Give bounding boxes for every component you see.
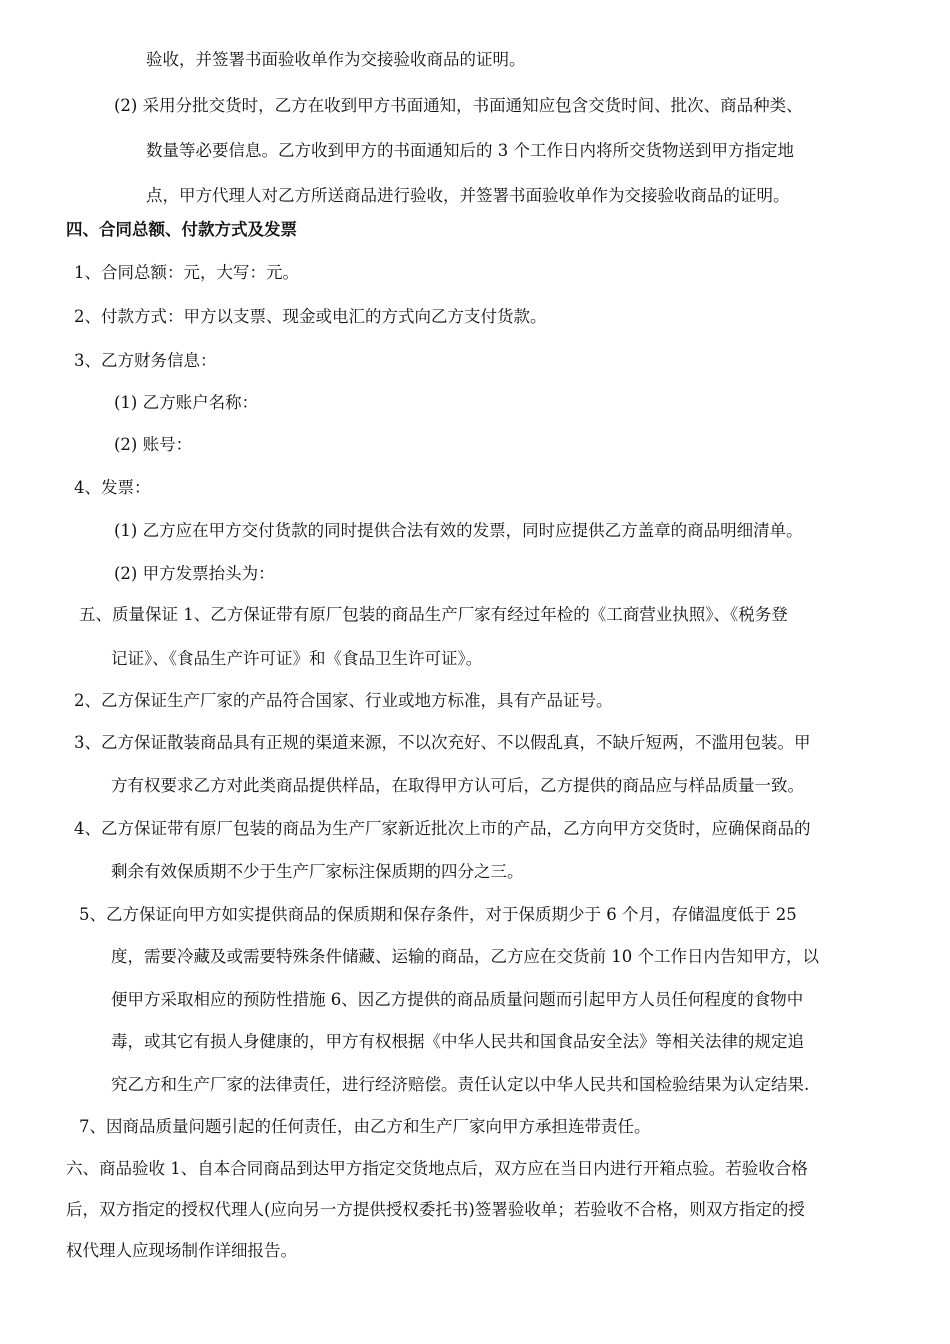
section-heading: 四、合同总额、付款方式及发票 [66,220,297,239]
paragraph-line: 毒，或其它有损人身健康的，甲方有权根据《中华人民共和国食品安全法》等相关法律的规定追 [111,1032,804,1051]
paragraph-line: 3、乙方财务信息： [74,351,217,370]
paragraph-line: (2) 采用分批交货时，乙方在收到甲方书面通知，书面通知应包含交货时间、批次、商品种类、 [114,96,803,115]
paragraph-line: 记证》、《食品生产许可证》和《食品卫生许可证》。 [111,649,483,668]
paragraph-line: 4、发票： [74,478,151,497]
paragraph-line: 2、乙方保证生产厂家的产品符合国家、行业或地方标准，具有产品证号。 [74,691,613,710]
paragraph-line: 权代理人应现场制作详细报告。 [66,1241,297,1260]
paragraph-line: 1、合同总额：元，大写：元。 [74,263,299,282]
paragraph-line: 2、付款方式：甲方以支票、现金或电汇的方式向乙方支付货款。 [74,307,547,326]
paragraph-line: 剩余有效保质期不少于生产厂家标注保质期的四分之三。 [111,862,524,881]
paragraph-line: 后，双方指定的授权代理人(应向另一方提供授权委托书)签署验收单；若验收不合格，则双方指定的授 [66,1200,805,1219]
paragraph-line: 3、乙方保证散装商品具有正规的渠道来源，不以次充好、不以假乱真，不缺斤短两，不滥用包装。甲 [74,733,811,752]
paragraph-line: 7、因商品质量问题引起的任何责任，由乙方和生产厂家向甲方承担连带责任。 [79,1117,651,1136]
paragraph-line: 4、乙方保证带有原厂包装的商品为生产厂家新近批次上市的产品，乙方向甲方交货时，应确保商品的 [74,819,811,838]
paragraph-line: (1) 乙方应在甲方交付货款的同时提供合法有效的发票，同时应提供乙方盖章的商品明细清单。 [114,521,803,540]
paragraph-line: 数量等必要信息。乙方收到甲方的书面通知后的 3 个工作日内将所交货物送到甲方指定地 [146,141,794,160]
paragraph-line: 度，需要冷藏及或需要特殊条件储藏、运输的商品，乙方应在交货前 10 个工作日内告知甲方，以 [111,947,819,966]
paragraph-line: 便甲方采取相应的预防性措施 6、因乙方提供的商品质量问题而引起甲方人员任何程度的食物中 [111,990,804,1009]
paragraph-line: (1) 乙方账户名称： [114,393,259,412]
paragraph-line: 六、商品验收 1、自本合同商品到达甲方指定交货地点后，双方应在当日内进行开箱点验。若验收合格 [66,1159,808,1178]
paragraph-line: 究乙方和生产厂家的法律责任，进行经济赔偿。责任认定以中华人民共和国检验结果为认定结果. [111,1075,810,1094]
paragraph-line: (2) 甲方发票抬头为： [114,564,275,583]
paragraph-line: 5、乙方保证向甲方如实提供商品的保质期和保存条件，对于保质期少于 6 个月，存储温度低于 25 [79,905,797,924]
paragraph-line: 五、质量保证 1、乙方保证带有原厂包装的商品生产厂家有经过年检的《工商营业执照》、《税务登 [79,605,788,624]
paragraph-line: 点，甲方代理人对乙方所送商品进行验收，并签署书面验收单作为交接验收商品的证明。 [146,186,790,205]
paragraph-line: 验收，并签署书面验收单作为交接验收商品的证明。 [146,50,526,69]
paragraph-line: (2) 账号： [114,435,193,454]
paragraph-line: 方有权要求乙方对此类商品提供样品，在取得甲方认可后，乙方提供的商品应与样品质量一致。 [111,776,804,795]
